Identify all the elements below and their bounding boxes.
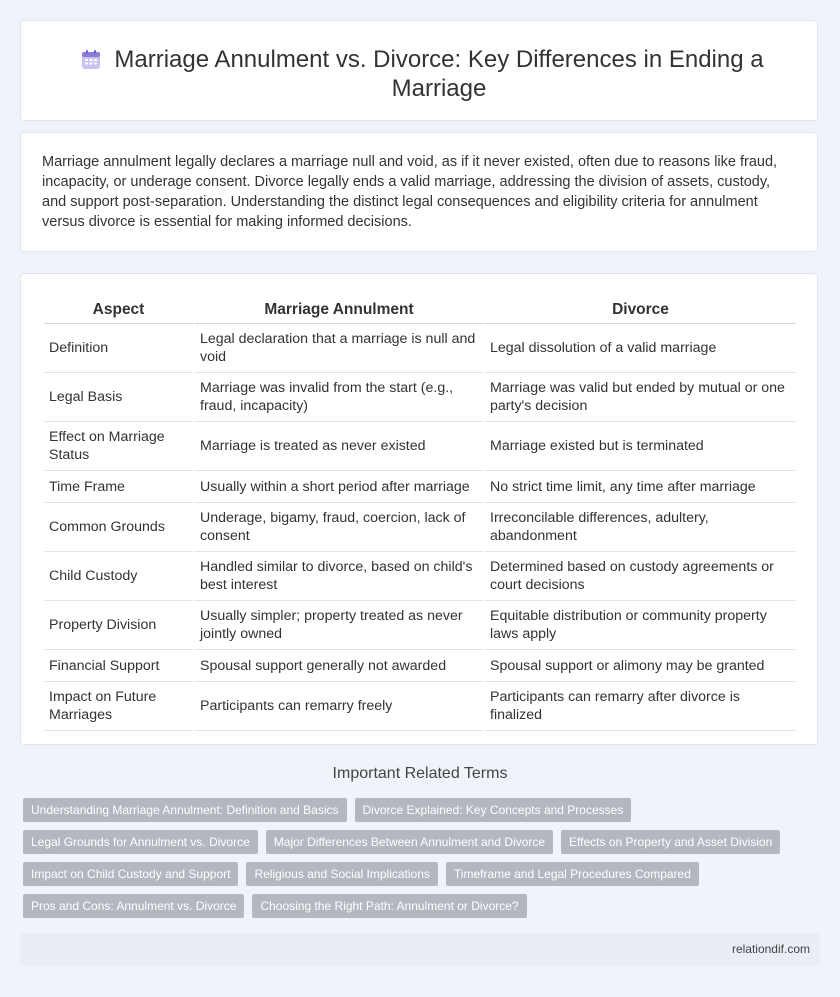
aspect-cell: Impact on Future Marriages — [44, 682, 193, 731]
related-term-tag[interactable]: Major Differences Between Annulment and Divorce — [266, 830, 553, 854]
aspect-cell: Financial Support — [44, 650, 193, 682]
table-row — [44, 650, 796, 682]
tag-row — [23, 862, 803, 886]
related-term-tag[interactable]: Impact on Child Custody and Support — [23, 862, 238, 886]
comparison-table — [42, 293, 798, 731]
header-divorce: Divorce — [485, 293, 796, 324]
table-row — [44, 552, 796, 601]
aspect-cell: Common Grounds — [44, 503, 193, 552]
annulment-cell: Participants can remarry freely — [195, 682, 483, 731]
aspect-cell: Time Frame — [44, 471, 193, 503]
tag-row — [23, 830, 803, 854]
divorce-cell: Equitable distribution or community property laws apply — [485, 601, 796, 650]
intro-text: Marriage annulment legally declares a marriage null and void, as if it never existed, often due to reasons like fraud, incapacity, or underage consent. Divorce legally ends a valid marriage, addressing the division of assets, custody, and support post-separation. Understanding the distinct legal consequences and eligibility criteria for annulment versus divorce is essential for making informed decisions. — [42, 154, 778, 230]
related-term-tag[interactable]: Divorce Explained: Key Concepts and Processes — [355, 798, 632, 822]
divorce-cell: Determined based on custody agreements or court decisions — [485, 552, 796, 601]
related-term-tag[interactable]: Effects on Property and Asset Division — [561, 830, 780, 854]
table-row — [44, 503, 796, 552]
table-row — [44, 422, 796, 471]
annulment-cell: Spousal support generally not awarded — [195, 650, 483, 682]
related-term-tag[interactable]: Timeframe and Legal Procedures Compared — [446, 862, 699, 886]
divorce-cell: Spousal support or alimony may be granted — [485, 650, 796, 682]
footer — [20, 933, 820, 966]
header-aspect: Aspect — [44, 293, 193, 324]
divorce-cell: Marriage existed but is terminated — [485, 422, 796, 471]
annulment-cell: Usually within a short period after marriage — [195, 471, 483, 503]
aspect-cell: Effect on Marriage Status — [44, 422, 193, 471]
intro-card — [20, 132, 818, 252]
table-row — [44, 373, 796, 422]
comparison-table-card — [20, 273, 818, 745]
divorce-cell: Legal dissolution of a valid marriage — [485, 324, 796, 373]
divorce-cell: Irreconcilable differences, adultery, abandonment — [485, 503, 796, 552]
aspect-cell: Legal Basis — [44, 373, 193, 422]
related-term-tag[interactable]: Understanding Marriage Annulment: Definition and Basics — [23, 798, 347, 822]
related-term-tag[interactable]: Religious and Social Implications — [246, 862, 437, 886]
header-card — [20, 20, 818, 121]
footer-site-link[interactable]: relationdif.com — [731, 942, 810, 956]
aspect-cell: Child Custody — [44, 552, 193, 601]
related-term-tag[interactable]: Choosing the Right Path: Annulment or Divorce? — [252, 894, 526, 918]
annulment-cell: Legal declaration that a marriage is null and void — [195, 324, 483, 373]
related-terms-heading: Important Related Terms — [332, 765, 508, 782]
divorce-cell: Participants can remarry after divorce is finalized — [485, 682, 796, 731]
related-term-tag[interactable]: Legal Grounds for Annulment vs. Divorce — [23, 830, 258, 854]
table-row — [44, 601, 796, 650]
annulment-cell: Marriage is treated as never existed — [195, 422, 483, 471]
tag-row — [23, 894, 803, 918]
table-row — [44, 324, 796, 373]
table-row — [44, 471, 796, 503]
tag-row — [23, 798, 803, 822]
annulment-cell: Marriage was invalid from the start (e.g., fraud, incapacity) — [195, 373, 483, 422]
aspect-cell: Definition — [44, 324, 193, 373]
divorce-cell: No strict time limit, any time after marriage — [485, 471, 796, 503]
annulment-cell: Usually simpler; property treated as never jointly owned — [195, 601, 483, 650]
annulment-cell: Handled similar to divorce, based on child's best interest — [195, 552, 483, 601]
page-title: Marriage Annulment vs. Divorce: Key Differences in Ending a Marriage — [114, 46, 764, 102]
aspect-cell: Property Division — [44, 601, 193, 650]
annulment-cell: Underage, bigamy, fraud, coercion, lack of consent — [195, 503, 483, 552]
related-term-tag[interactable]: Pros and Cons: Annulment vs. Divorce — [23, 894, 244, 918]
related-terms — [23, 798, 803, 926]
header-annulment: Marriage Annulment — [195, 293, 483, 324]
divorce-cell: Marriage was valid but ended by mutual or one party's decision — [485, 373, 796, 422]
table-row — [44, 682, 796, 731]
table-header-row — [44, 293, 796, 324]
